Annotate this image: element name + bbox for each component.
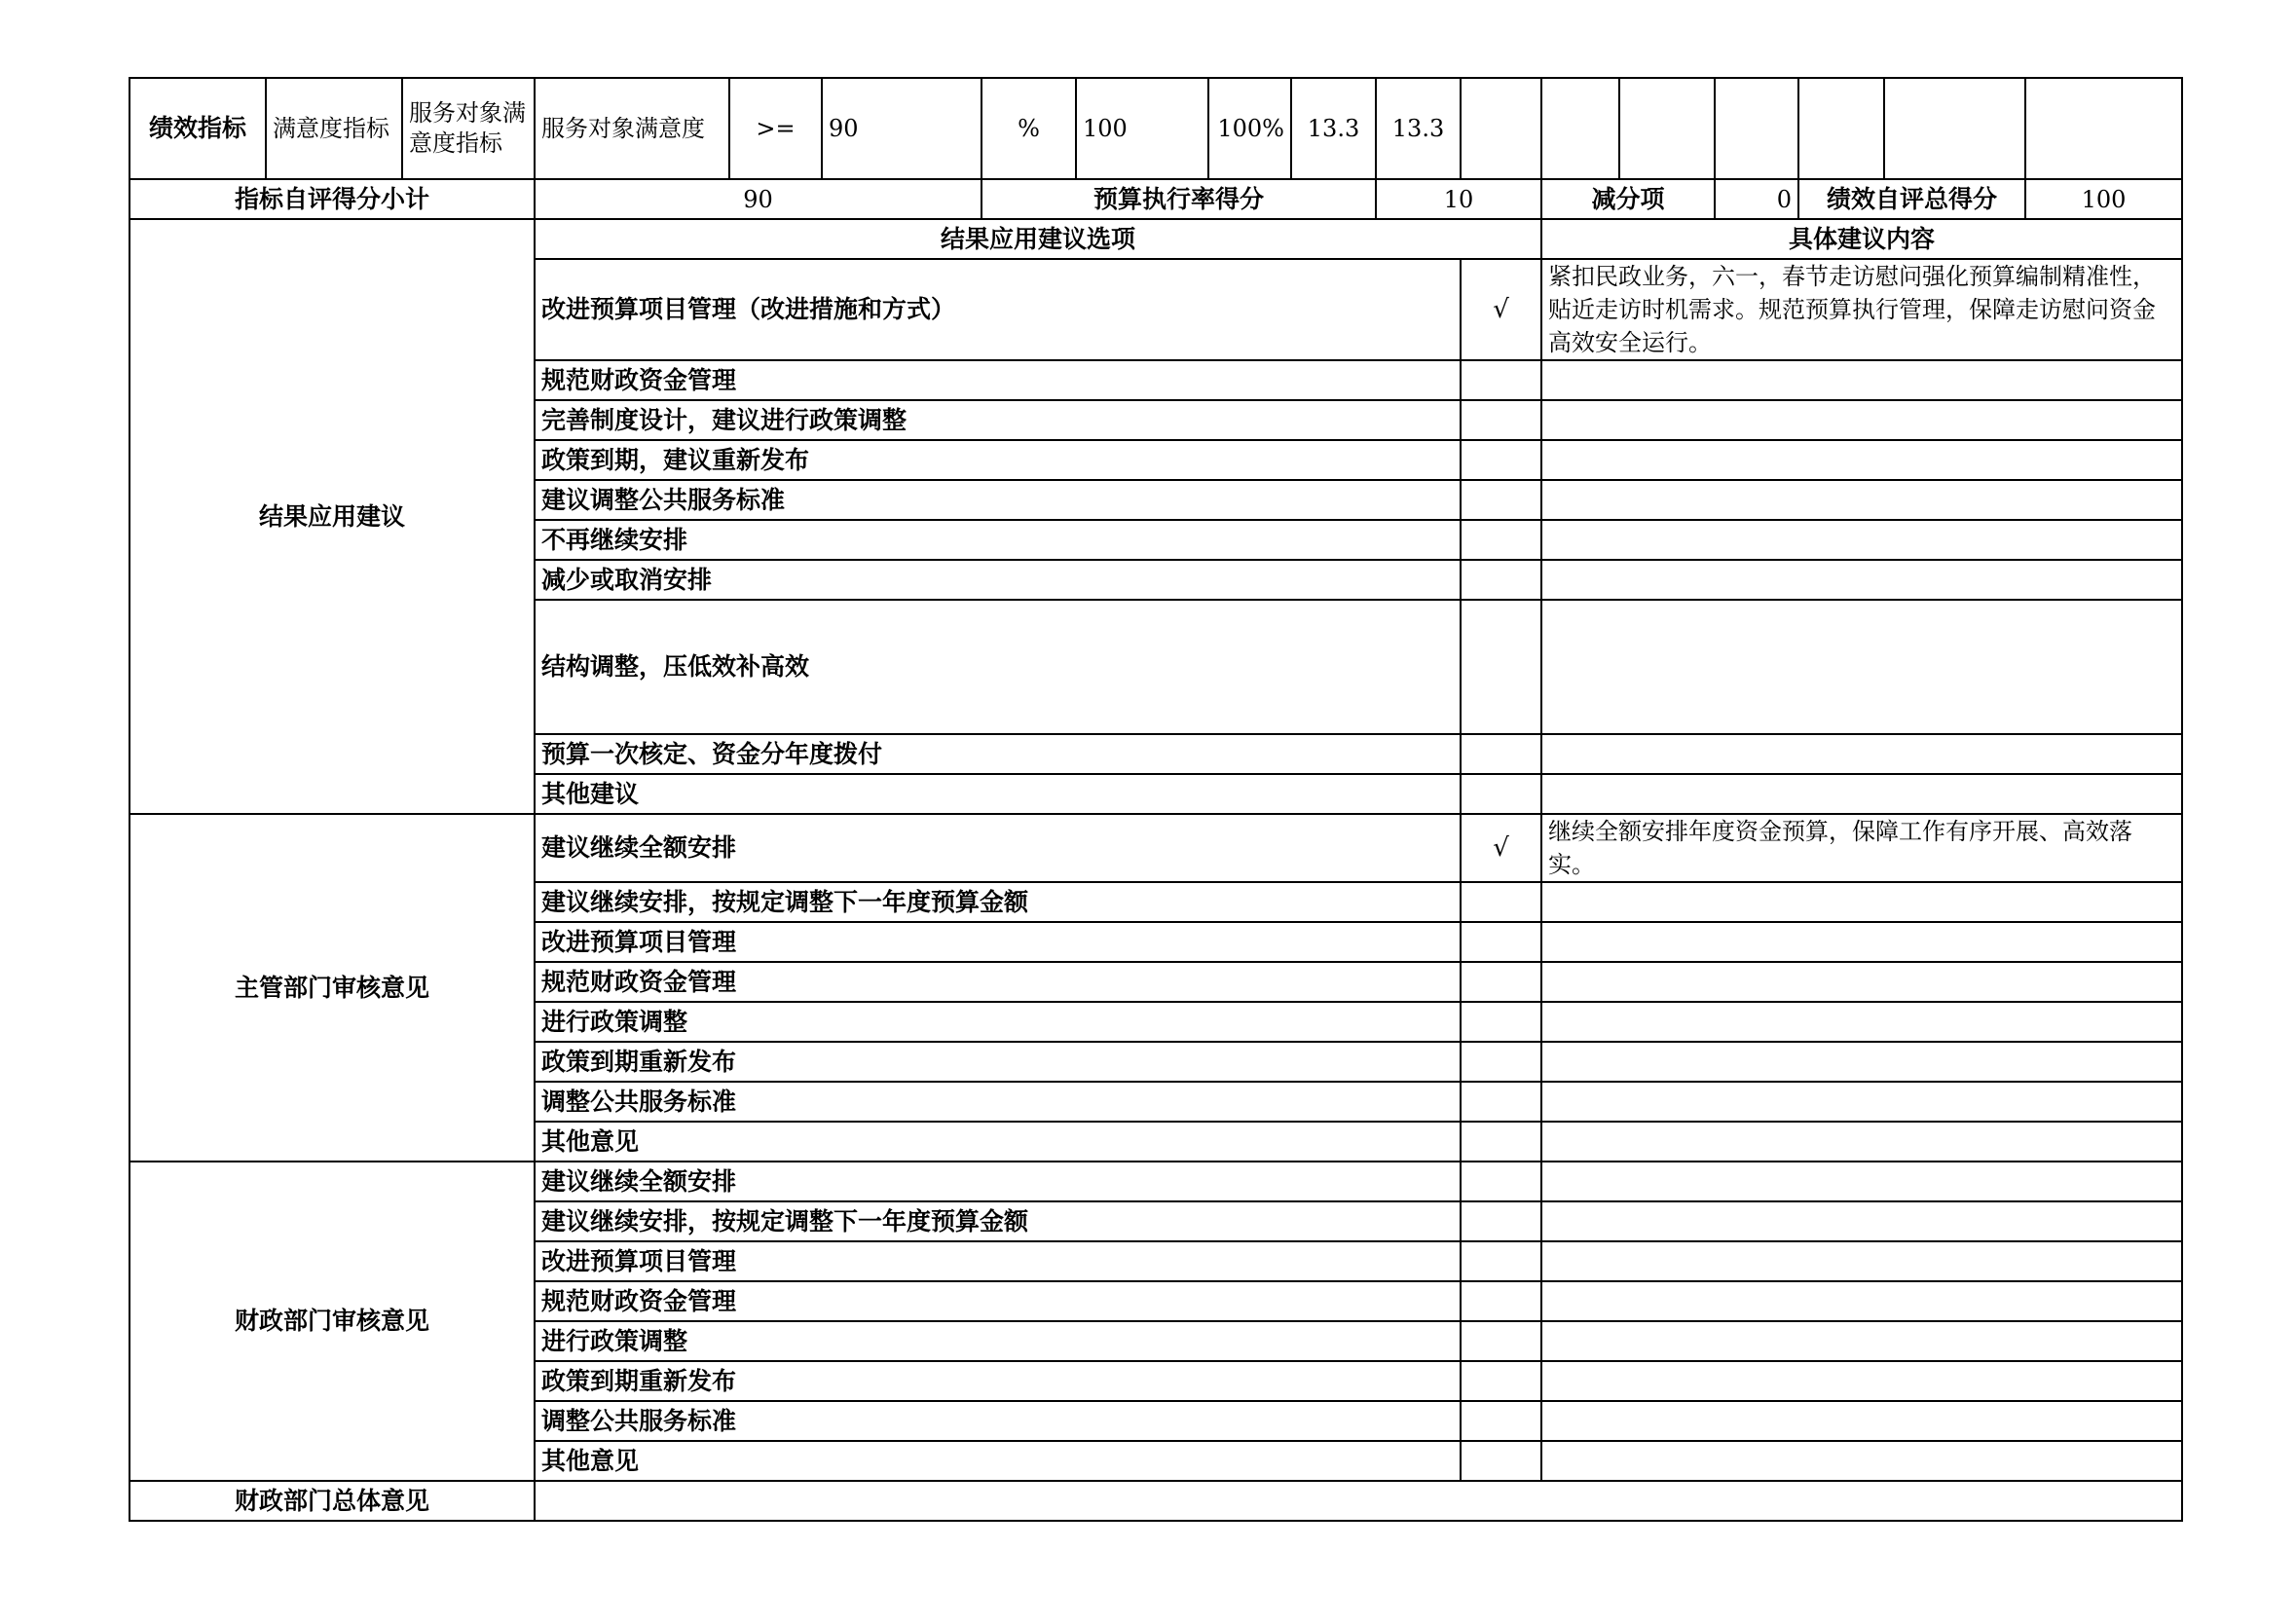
finance-option-text: 规范财政资金管理 [535,1281,1461,1321]
result-option-text: 完善制度设计，建议进行政策调整 [535,400,1461,440]
finance-option-note [1541,1361,2182,1401]
result-option-text: 建议调整公共服务标准 [535,480,1461,520]
result-option-check [1461,520,1541,560]
dept-option-note [1541,922,2182,962]
result-section-label: 结果应用建议 [130,219,535,814]
perf-blank-5 [1798,78,1884,179]
finance-option-check [1461,1441,1541,1481]
finance-section-label: 财政部门审核意见 [130,1162,535,1481]
result-option-check [1461,440,1541,480]
dept-option-text: 政策到期重新发布 [535,1042,1461,1082]
total-score-value: 100 [2025,179,2182,219]
dept-option-check [1461,1122,1541,1162]
result-option-text: 规范财政资金管理 [535,360,1461,400]
budget-score-label: 预算执行率得分 [981,179,1376,219]
result-option-text: 其他建议 [535,774,1461,814]
finance-option-text: 进行政策调整 [535,1321,1461,1361]
dept-option-note [1541,1002,2182,1042]
perf-blank-4 [1715,78,1798,179]
finance-option-note [1541,1401,2182,1441]
dept-option-check: √ [1461,814,1541,882]
perf-score: 13.3 [1376,78,1461,179]
overall-label: 财政部门总体意见 [130,1481,535,1521]
dept-option-text: 建议继续全额安排 [535,814,1461,882]
perf-rate: 100% [1208,78,1291,179]
dept-option-text: 进行政策调整 [535,1002,1461,1042]
dept-option-text: 改进预算项目管理 [535,922,1461,962]
perf-category: 绩效指标 [130,78,266,179]
result-option-check [1461,774,1541,814]
dept-row-1 [130,814,2182,882]
finance-option-text: 调整公共服务标准 [535,1401,1461,1441]
result-options-header: 结果应用建议选项 [535,219,1541,259]
overall-row [130,1481,2182,1521]
finance-option-note [1541,1241,2182,1281]
dept-option-note [1541,1042,2182,1082]
finance-option-text: 建议继续全额安排 [535,1162,1461,1201]
perf-operator: >= [729,78,822,179]
budget-score-value: 10 [1376,179,1541,219]
perf-blank-2 [1541,78,1619,179]
dept-option-check [1461,962,1541,1002]
finance-option-note [1541,1162,2182,1201]
perf-indicator-row [130,78,2182,179]
dept-option-note [1541,1122,2182,1162]
finance-option-note [1541,1321,2182,1361]
finance-option-note [1541,1281,2182,1321]
perf-actual: 100 [1076,78,1208,179]
result-option-note [1541,774,2182,814]
result-option-text: 结构调整，压低效补高效 [535,600,1461,734]
finance-option-text: 政策到期重新发布 [535,1361,1461,1401]
finance-option-check [1461,1361,1541,1401]
result-option-check [1461,560,1541,600]
dept-option-note: 继续全额安排年度资金预算，保障工作有序开展、高效落实。 [1541,814,2182,882]
finance-option-check [1461,1241,1541,1281]
perf-level2: 服务对象满意度指标 [402,78,535,179]
summary-row [130,179,2182,219]
result-option-check [1461,734,1541,774]
dept-option-check [1461,922,1541,962]
subtotal-label: 指标自评得分小计 [130,179,535,219]
result-option-check [1461,600,1541,734]
total-score-label: 绩效自评总得分 [1798,179,2025,219]
perf-blank-6 [1884,78,2025,179]
dept-option-check [1461,1002,1541,1042]
result-option-text: 改进预算项目管理（改进措施和方式） [535,259,1461,360]
finance-option-text: 其他意见 [535,1441,1461,1481]
result-content-header: 具体建议内容 [1541,219,2182,259]
finance-option-note [1541,1201,2182,1241]
dept-option-text: 规范财政资金管理 [535,962,1461,1002]
perf-target: 90 [822,78,981,179]
evaluation-form [129,77,2181,1522]
finance-option-check [1461,1321,1541,1361]
evaluation-table [129,77,2183,1522]
finance-option-check [1461,1201,1541,1241]
perf-unit: % [981,78,1076,179]
result-option-note [1541,480,2182,520]
result-option-note [1541,600,2182,734]
result-option-check [1461,360,1541,400]
perf-blank-7 [2025,78,2182,179]
result-option-note [1541,360,2182,400]
dept-option-check [1461,1082,1541,1122]
result-option-note: 紧扣民政业务，六一，春节走访慰问强化预算编制精准性，贴近走访时机需求。规范预算执行管理，保障走访慰问资金高效安全运行。 [1541,259,2182,360]
dept-option-note [1541,882,2182,922]
perf-level1: 满意度指标 [266,78,402,179]
deduction-label: 减分项 [1541,179,1715,219]
perf-blank-3 [1619,78,1715,179]
dept-option-note [1541,1082,2182,1122]
result-option-note [1541,560,2182,600]
dept-option-text: 建议继续安排，按规定调整下一年度预算金额 [535,882,1461,922]
finance-option-check [1461,1162,1541,1201]
result-option-text: 减少或取消安排 [535,560,1461,600]
perf-indicator-name: 服务对象满意度 [535,78,729,179]
finance-option-note [1541,1441,2182,1481]
result-option-text: 政策到期，建议重新发布 [535,440,1461,480]
finance-option-check [1461,1401,1541,1441]
result-option-check: √ [1461,259,1541,360]
perf-weight: 13.3 [1291,78,1376,179]
subtotal-value: 90 [535,179,981,219]
overall-value [535,1481,2182,1521]
result-option-note [1541,520,2182,560]
result-option-note [1541,440,2182,480]
result-option-text: 预算一次核定、资金分年度拨付 [535,734,1461,774]
dept-section-label: 主管部门审核意见 [130,814,535,1162]
result-option-check [1461,480,1541,520]
result-option-text: 不再继续安排 [535,520,1461,560]
deduction-value: 0 [1715,179,1798,219]
finance-option-text: 改进预算项目管理 [535,1241,1461,1281]
dept-option-note [1541,962,2182,1002]
finance-option-check [1461,1281,1541,1321]
result-option-note [1541,734,2182,774]
result-option-check [1461,400,1541,440]
result-option-note [1541,400,2182,440]
dept-option-check [1461,882,1541,922]
dept-option-check [1461,1042,1541,1082]
finance-row-1 [130,1162,2182,1201]
finance-option-text: 建议继续安排，按规定调整下一年度预算金额 [535,1201,1461,1241]
perf-blank-1 [1461,78,1541,179]
dept-option-text: 调整公共服务标准 [535,1082,1461,1122]
result-header-row [130,219,2182,259]
dept-option-text: 其他意见 [535,1122,1461,1162]
